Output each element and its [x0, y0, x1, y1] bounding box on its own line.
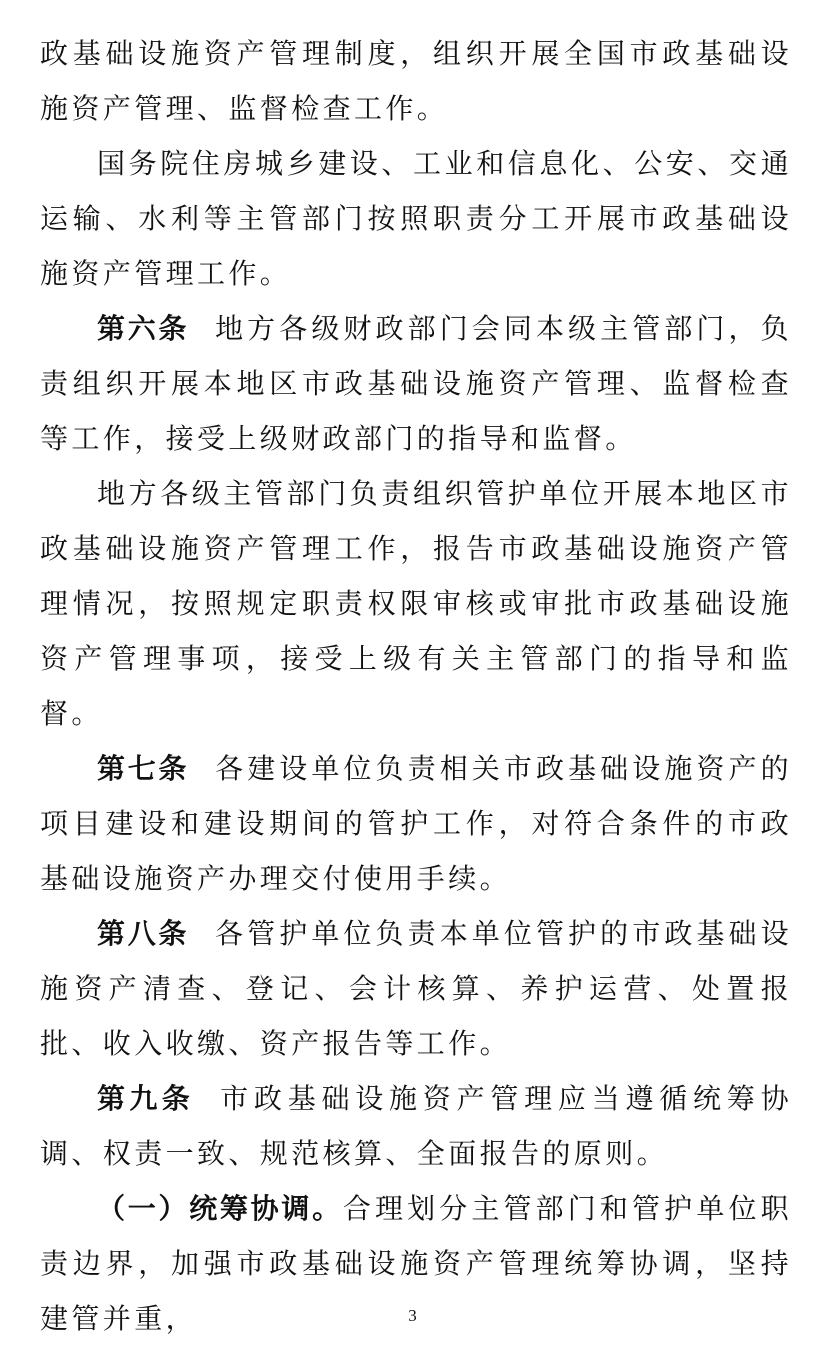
paragraph-local-departments	[40, 466, 792, 741]
article-8	[40, 906, 792, 1071]
page-number: 3	[408, 1306, 417, 1325]
paragraph-state-council-departments	[40, 136, 792, 301]
paragraph-text: 各建设单位负责相关市政基础设施资产的项目建设和建设期间的管护工作，对符合条件的市政基础设施资产办理交付使用手续。	[40, 752, 792, 895]
paragraph-text: 地方各级主管部门负责组织管护单位开展本地区市政基础设施资产管理工作，报告市政基础设施资产管理情况，按照规定职责权限审核或审批市政基础设施资产管理事项，接受上级有关主管部门的指导和监督。	[40, 477, 792, 730]
paragraph-text: 国务院住房城乡建设、工业和信息化、公安、交通运输、水利等主管部门按照职责分工开展市政基础设施资产管理工作。	[40, 147, 792, 290]
paragraph-text: 地方各级财政部门会同本级主管部门，负责组织开展本地区市政基础设施资产管理、监督检查等工作，接受上级财政部门的指导和监督。	[40, 312, 792, 455]
article-7	[40, 741, 792, 906]
article-title: 第九条	[97, 1082, 195, 1115]
article-title: 第七条	[97, 752, 190, 785]
article-title: 第八条	[97, 917, 190, 950]
article-9	[40, 1071, 792, 1181]
article-6	[40, 301, 792, 466]
paragraph-text: 合理划分主管部门和管护单位职责边界，加强市政基础设施资产管理统筹协调，坚持建管并重，	[40, 1192, 792, 1335]
paragraph-text: 政基础设施资产管理制度，组织开展全国市政基础设施资产管理、监督检查工作。	[40, 37, 792, 125]
paragraph-text: 市政基础设施资产管理应当遵循统筹协调、权责一致、规范核算、全面报告的原则。	[40, 1082, 792, 1170]
item-title: （一）统筹协调。	[97, 1192, 343, 1225]
paragraph-intro-continuation	[40, 26, 792, 136]
document-page	[40, 26, 792, 1346]
paragraph-text: 各管护单位负责本单位管护的市政基础设施资产清查、登记、会计核算、养护运营、处置报批、收入收缴、资产报告等工作。	[40, 917, 792, 1060]
article-title: 第六条	[97, 312, 190, 345]
